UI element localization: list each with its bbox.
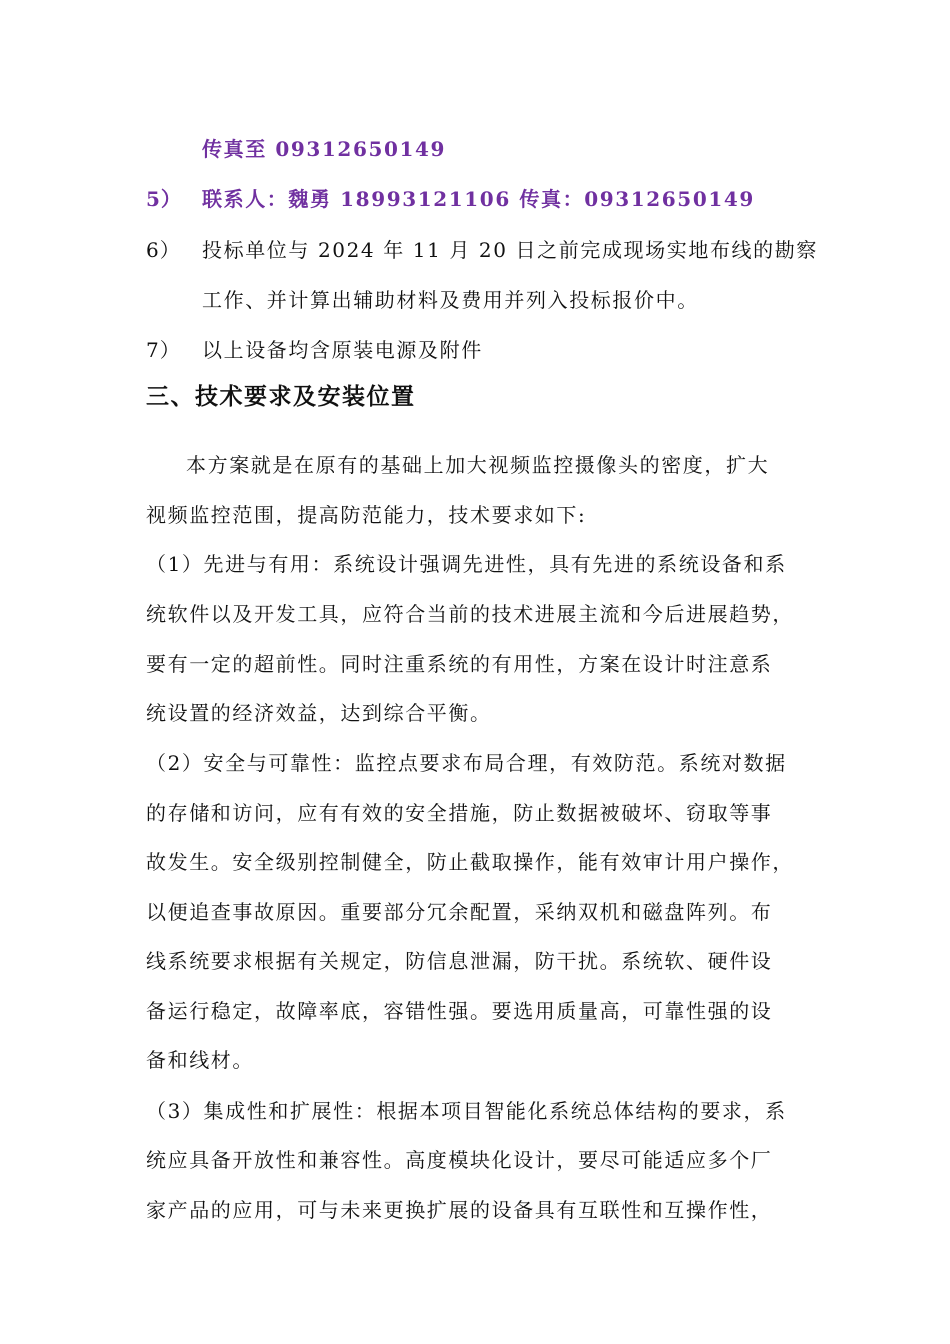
p2-line-4: 以便追查事故原因。重要部分冗余配置，采纳双机和磁盘阵列。布 — [146, 900, 773, 924]
intro-line-2: 视频监控范围，提高防范能力，技术要求如下: — [146, 503, 587, 527]
p1-line-4: 统设置的经济效益，达到综合平衡。 — [146, 701, 492, 725]
item-7-number: 7） — [146, 338, 181, 362]
p2-line-2: 的存储和访问，应有有效的安全措施，防止数据被破坏、窃取等事 — [146, 801, 773, 825]
item-6-line-2: 工作、并计算出辅助材料及费用并列入投标报价中。 — [202, 288, 699, 312]
fax-line: 传真至 09312650149 — [202, 137, 447, 161]
p3-line-2: 统应具备开放性和兼容性。高度模块化设计，要尽可能适应多个厂 — [146, 1148, 773, 1172]
item-6-line-1: 投标单位与 2024 年 11 月 20 日之前完成现场实地布线的勘察 — [202, 238, 818, 262]
item-7-text: 以上设备均含原装电源及附件 — [202, 338, 483, 362]
p1-line-2: 统软件以及开发工具，应符合当前的技术进展主流和今后进展趋势， — [146, 602, 794, 626]
p2-line-3: 故发生。安全级别控制健全，防止截取操作，能有效审计用户操作， — [146, 850, 794, 874]
intro-line-1: 本方案就是在原有的基础上加大视频监控摄像头的密度，扩大 — [186, 453, 770, 477]
p3-line-1: （3）集成性和扩展性：根据本项目智能化系统总体结构的要求，系 — [146, 1099, 787, 1123]
section-heading: 三、技术要求及安装位置 — [146, 383, 416, 410]
item-5-number: 5） — [146, 187, 182, 211]
p2-line-5: 线系统要求根据有关规定，防信息泄漏，防干扰。系统软、硬件设 — [146, 949, 773, 973]
p2-line-1: （2）安全与可靠性：监控点要求布局合理，有效防范。系统对数据 — [146, 751, 787, 775]
item-5-contact: 联系人：魏勇 18993121106 传真：09312650149 — [202, 187, 755, 211]
p2-line-7: 备和线材。 — [146, 1048, 254, 1072]
p2-line-6: 备运行稳定，故障率底，容错性强。要选用质量高，可靠性强的设 — [146, 999, 773, 1023]
p1-line-1: （1）先进与有用：系统设计强调先进性，具有先进的系统设备和系 — [146, 552, 787, 576]
p3-line-3: 家产品的应用，可与未来更换扩展的设备具有互联性和互操作性， — [146, 1198, 773, 1222]
item-6-number: 6） — [146, 238, 181, 262]
p1-line-3: 要有一定的超前性。同时注重系统的有用性，方案在设计时注意系 — [146, 652, 773, 676]
